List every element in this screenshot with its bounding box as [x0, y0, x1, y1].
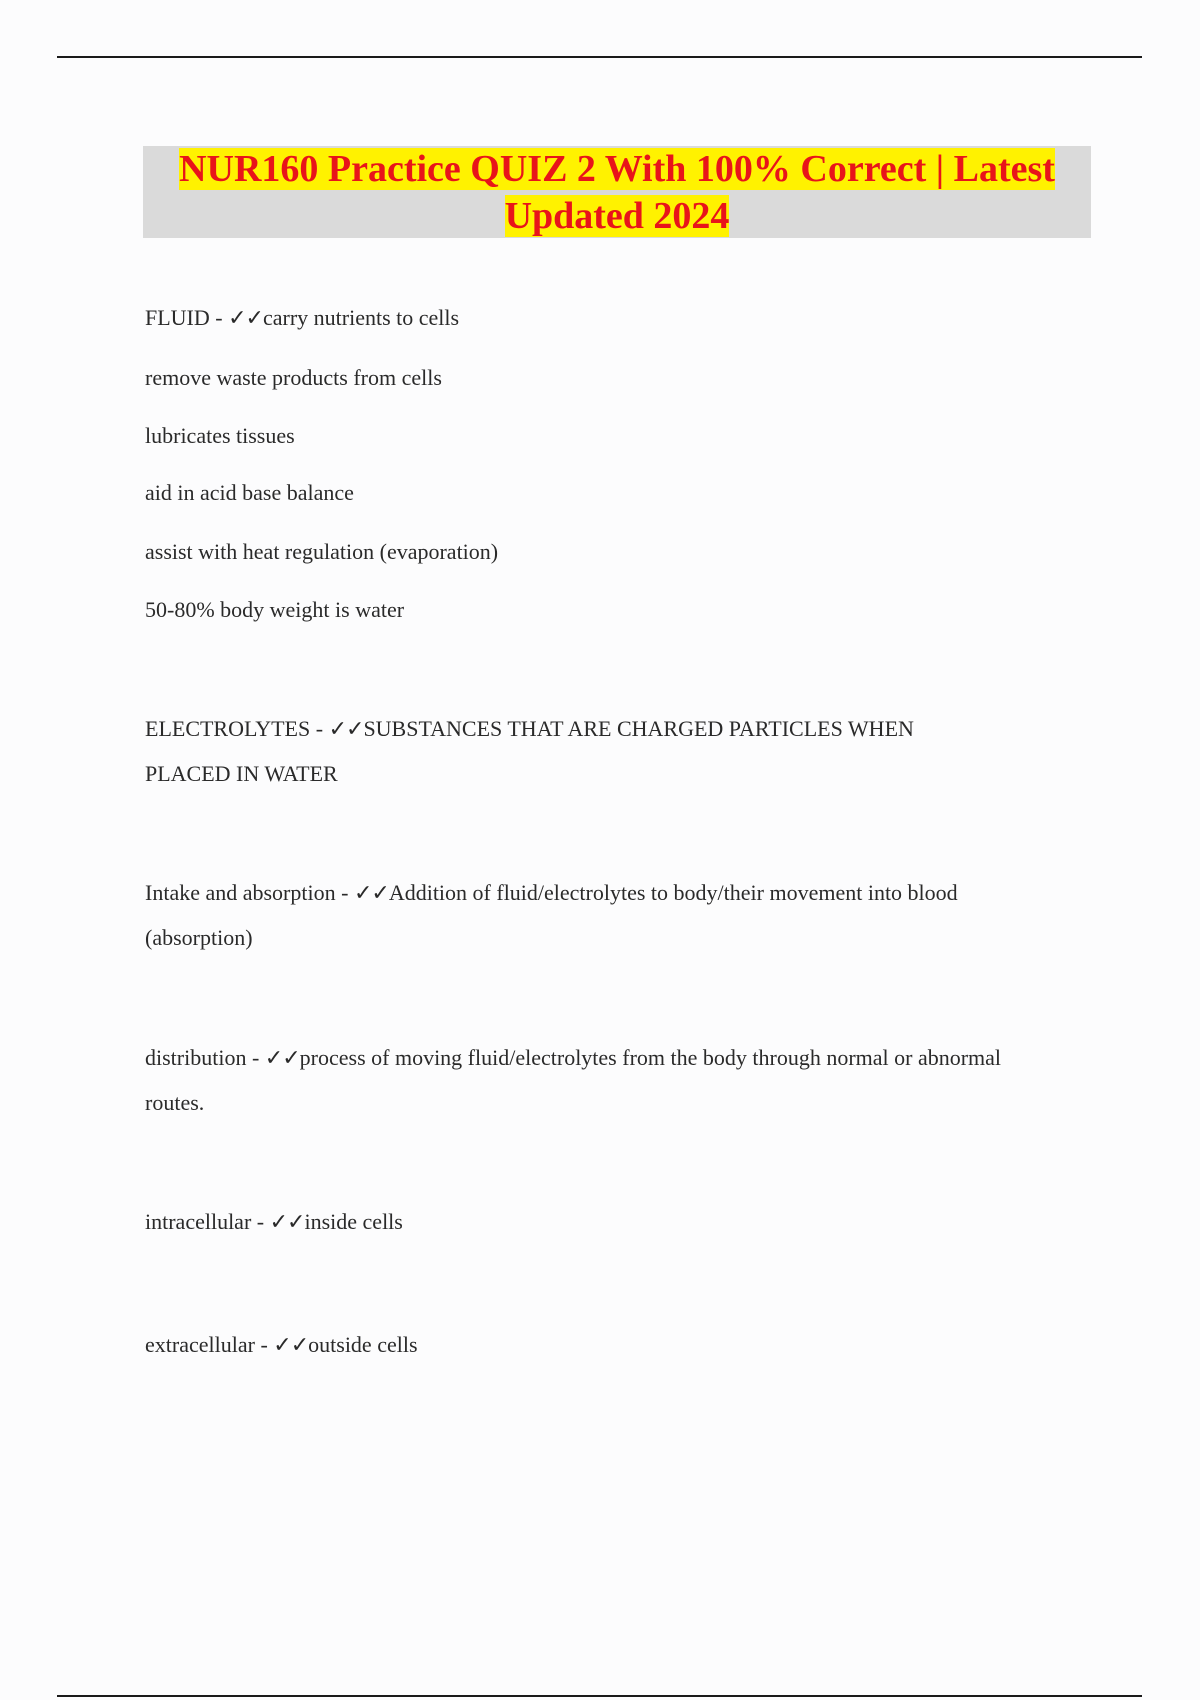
- entry-intracellular: [145, 1208, 403, 1236]
- entry-separator: -: [209, 305, 229, 330]
- entry-extracellular: [145, 1331, 418, 1359]
- entry-separator: -: [310, 716, 329, 741]
- entry-continuation: (absorption): [145, 925, 253, 950]
- entry-separator: -: [254, 1332, 274, 1357]
- bottom-rule: [57, 1695, 1142, 1697]
- title-line-2: Updated 2024: [504, 195, 730, 237]
- entry-continuation: PLACED IN WATER: [145, 761, 338, 786]
- entry-distribution: [145, 1044, 1001, 1072]
- document-title: [143, 146, 1091, 240]
- entry-definition: Addition of fluid/electrolytes to body/their movement into blood: [388, 880, 958, 905]
- entry-term: distribution: [145, 1045, 247, 1070]
- entry-separator: -: [251, 1209, 270, 1234]
- double-check-icon: ✓✓: [264, 1045, 300, 1070]
- top-rule: [57, 56, 1142, 58]
- entry-definition: outside cells: [308, 1332, 418, 1357]
- entry-term: FLUID: [145, 305, 210, 330]
- double-check-icon: ✓✓: [328, 716, 364, 741]
- entry-definition: carry nutrients to cells: [262, 305, 460, 330]
- entry-term: ELECTROLYTES: [145, 716, 311, 741]
- title-banner: [143, 146, 1091, 238]
- entry-term: intracellular: [145, 1209, 252, 1234]
- double-check-icon: ✓✓: [228, 305, 263, 330]
- entry-intake-absorption: [145, 879, 958, 907]
- double-check-icon: ✓✓: [273, 1332, 309, 1357]
- title-line-1: NUR160 Practice QUIZ 2 With 100% Correct | Latest: [179, 148, 1055, 190]
- double-check-icon: ✓✓: [269, 1209, 305, 1234]
- entry-separator: -: [246, 1045, 265, 1070]
- fluid-detail-line: aid in acid base balance: [145, 480, 354, 505]
- entry-fluid: [145, 304, 459, 332]
- entry-electrolytes: [145, 715, 914, 743]
- entry-term: Intake and absorption: [145, 880, 336, 905]
- entry-continuation: routes.: [145, 1090, 205, 1115]
- double-check-icon: ✓✓: [353, 880, 389, 905]
- entry-separator: -: [335, 880, 354, 905]
- entry-term: extracellular: [145, 1332, 255, 1357]
- fluid-detail-line: remove waste products from cells: [145, 365, 442, 390]
- entry-definition: SUBSTANCES THAT ARE CHARGED PARTICLES WHEN: [363, 716, 914, 741]
- fluid-detail-line: lubricates tissues: [145, 423, 295, 448]
- entry-definition: inside cells: [304, 1209, 403, 1234]
- fluid-detail-line: 50-80% body weight is water: [145, 597, 405, 622]
- fluid-detail-line: assist with heat regulation (evaporation): [145, 539, 499, 564]
- entry-definition: process of moving fluid/electrolytes from the body through normal or abnormal: [299, 1045, 1002, 1070]
